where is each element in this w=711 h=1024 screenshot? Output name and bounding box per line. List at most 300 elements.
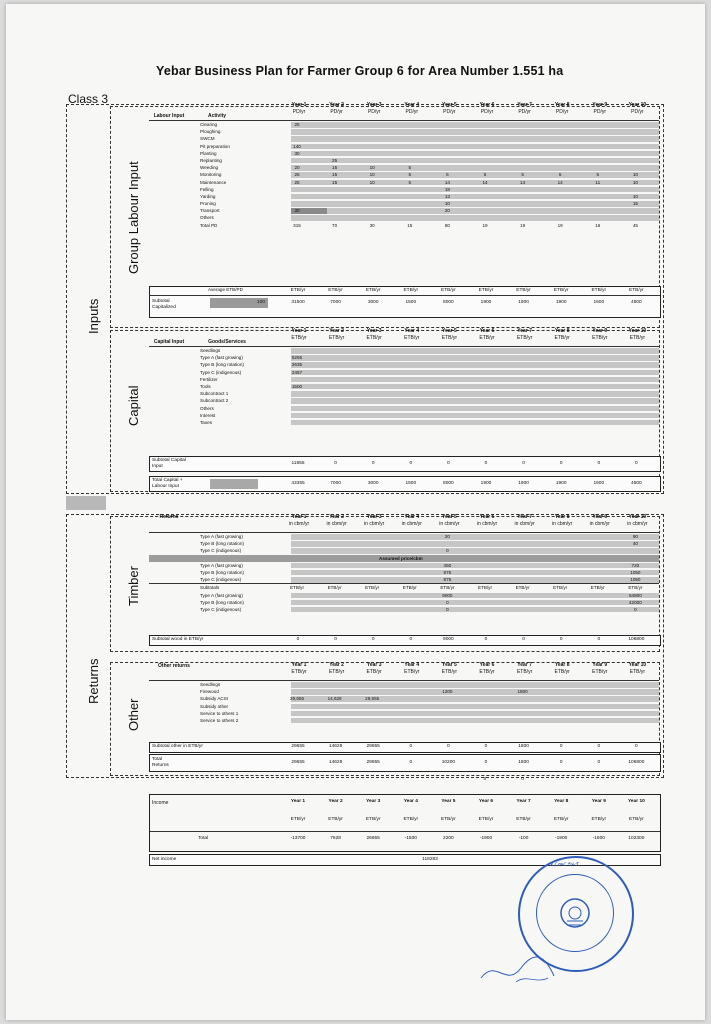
- unit-header: in cbm/yr: [589, 521, 610, 527]
- row-shade: [291, 201, 659, 207]
- other-value: 29,655: [365, 696, 380, 702]
- activity-header: Activity: [207, 113, 227, 119]
- capital-subtotal-value: 11855: [291, 461, 305, 466]
- unit-header: ETB/yr: [629, 335, 646, 341]
- subtotals-row: [149, 583, 659, 591]
- labour-value: 30: [369, 222, 375, 228]
- year-header: Year 5: [442, 662, 457, 668]
- income-total-value: -1900: [555, 836, 568, 841]
- income-year: Year 7: [516, 799, 531, 804]
- timber-year10: 90: [632, 534, 638, 539]
- capital-total-value: 3000: [367, 481, 379, 486]
- other-returns-header: Other returns: [158, 663, 190, 669]
- income-unit: ETB/yr: [403, 817, 419, 822]
- labour-value: 20: [444, 208, 450, 214]
- activity-label: SWCM: [200, 136, 215, 142]
- other-subtotal-value: 1800: [518, 744, 529, 749]
- row-shade: [291, 377, 659, 383]
- below-value: 0: [483, 777, 487, 782]
- year-header: Year 4: [404, 328, 420, 334]
- other-row: [149, 703, 659, 710]
- income-unit: ETB/yr: [290, 817, 306, 822]
- capital-row: [149, 397, 659, 404]
- labour-value: 11: [595, 179, 601, 185]
- timber-row: [149, 547, 659, 554]
- year-header: Year 10: [628, 328, 647, 334]
- row-shade: [291, 541, 659, 547]
- capital-value: 2457: [291, 369, 303, 375]
- other-total-value: 0: [409, 760, 413, 765]
- other-total-value: 29655: [366, 760, 380, 765]
- year-header: Year 2: [329, 662, 344, 668]
- timber-type-label: Type C (indigenous): [200, 606, 242, 612]
- other-row: [149, 695, 659, 702]
- etb-unit: ETB/yr: [553, 585, 568, 591]
- etb-unit: ETB/yr: [327, 585, 342, 591]
- other-side-label: Other: [126, 698, 141, 731]
- other-row: [149, 688, 659, 695]
- year-header: Year 10: [628, 514, 647, 520]
- timber-year10: 1050: [630, 569, 641, 575]
- labour-subtotal-value: 1900: [480, 300, 492, 305]
- capital-table: [149, 326, 659, 426]
- activity-label: Pit preparation: [200, 143, 230, 149]
- capital-row: [149, 376, 659, 383]
- timber-subtotal-value: 0: [597, 637, 601, 642]
- income-total-value: -1900: [479, 836, 493, 841]
- returns-label: Returns: [86, 658, 101, 704]
- unit-header: ETB/yr: [404, 335, 420, 341]
- labour-row: [149, 150, 659, 157]
- row-shade: [291, 577, 659, 583]
- unit-header: in cbm/yr: [514, 521, 535, 527]
- year-header: Year 7: [517, 328, 532, 334]
- unit-header: ETB/yr: [554, 669, 570, 675]
- labour-value: 10: [369, 172, 375, 178]
- capital-total-label: Total Capital + Labour Input: [152, 478, 183, 489]
- returns-header: Returns: [159, 514, 179, 520]
- labour-value: 19: [557, 222, 563, 228]
- year-header: Year 6: [479, 514, 495, 520]
- income-year: Year 6: [478, 799, 494, 804]
- goods-label: Interest: [200, 412, 216, 418]
- row-shade: [291, 600, 659, 606]
- labour-subtotal-value: 7000: [330, 300, 341, 305]
- unit-header: in cbm/yr: [476, 521, 498, 527]
- year-header: Year 1: [291, 514, 307, 520]
- capital-total-value: 1500: [405, 481, 417, 486]
- labour-value: 30: [294, 208, 300, 214]
- labour-value: 15: [332, 179, 338, 185]
- goods-label: Fertilizer: [200, 376, 218, 382]
- year-header: Year 4: [404, 102, 420, 108]
- year-header: Year 6: [479, 662, 495, 668]
- capital-total-value: 1900: [518, 481, 529, 486]
- subtotals-label: Subtotals: [200, 585, 220, 591]
- labour-row: [149, 135, 659, 142]
- labour-row: [149, 214, 659, 221]
- unit-header: PD/yr: [555, 109, 569, 115]
- activity-label: Weeding: [200, 165, 219, 171]
- activity-label: Pruning: [200, 201, 216, 207]
- other-row: [149, 717, 659, 724]
- other-total-box: [149, 754, 661, 772]
- labour-value: 45: [632, 222, 638, 228]
- capital-total-value: 1900: [555, 481, 567, 486]
- timber-header: [149, 512, 659, 532]
- timber-type-label: Type B (long rotation): [200, 541, 244, 547]
- unit-header: ETB/yr: [516, 669, 533, 675]
- signature-icon: [476, 948, 556, 988]
- labour-value: 5: [408, 179, 412, 185]
- timber-year5: 875: [443, 569, 452, 575]
- income-unit: ETB/yr: [553, 817, 569, 822]
- timber-subtotal-value: 106800: [628, 637, 645, 642]
- capital-total-value: 1900: [480, 481, 492, 486]
- labour-value: 25: [294, 122, 300, 127]
- timber-type-label: Type A (fast growing): [200, 562, 243, 568]
- other-header: [149, 660, 659, 680]
- net-income-label: Net income: [152, 857, 177, 862]
- row-shade: [291, 413, 659, 419]
- labour-subtotal-value: 3000: [367, 300, 379, 305]
- capital-side-label: Capital: [126, 385, 141, 426]
- other-row: [149, 710, 659, 717]
- income-total-value: 102300: [628, 836, 645, 841]
- labour-row: [149, 179, 659, 186]
- row-shade: [291, 711, 659, 717]
- income-total-value: -1500: [404, 836, 417, 841]
- timber-year5: 0: [446, 599, 449, 605]
- activity-label: Clearing: [200, 122, 218, 127]
- unit-header: PD/yr: [631, 109, 644, 115]
- other-table: [149, 660, 659, 724]
- labour-row: [149, 171, 659, 178]
- capital-row: [149, 419, 659, 426]
- row-shade: [291, 355, 659, 361]
- row-shade: [291, 194, 659, 200]
- capital-subtotal-value: 0: [371, 461, 375, 466]
- labour-subtotal-value: 1600: [593, 300, 605, 305]
- timber-row: [149, 569, 659, 576]
- unit-header: ETB/yr: [441, 335, 458, 341]
- goods-label: Seedlings: [200, 348, 221, 353]
- timber-row: [149, 599, 659, 606]
- other-label: Service to others 1: [200, 710, 239, 716]
- labour-value: 10: [444, 201, 450, 207]
- labour-value: 14: [482, 179, 488, 185]
- labour-value: 14: [520, 179, 526, 185]
- labour-value: 18: [444, 186, 450, 192]
- capital-subtotal-value: 0: [559, 461, 563, 466]
- separator-block: [66, 496, 106, 510]
- income-year: Year 10: [627, 799, 645, 804]
- timber-year5: 0: [446, 606, 449, 612]
- etb-unit: ETB/yr: [328, 288, 343, 293]
- other-subtotal-value: 0: [597, 744, 601, 749]
- timber-row: [149, 540, 659, 547]
- capital-row: [149, 354, 659, 361]
- unit-header: ETB/yr: [291, 669, 307, 675]
- timber-year5: 450: [443, 562, 452, 568]
- etb-unit: ETB/yr: [365, 585, 380, 591]
- labour-subtotal-box: [149, 286, 661, 318]
- unit-header: ETB/yr: [554, 335, 570, 341]
- labour-value: 5: [408, 172, 412, 178]
- price-row: [149, 555, 659, 562]
- unit-header: ETB/yr: [328, 669, 345, 675]
- capital-subtotal-value: 0: [334, 461, 337, 466]
- income-year: Year 3: [366, 799, 381, 804]
- unit-header: in cbm/yr: [288, 521, 310, 527]
- activity-label: Replanting: [200, 157, 222, 163]
- income-year: Year 9: [591, 799, 606, 804]
- etb-unit: ETB/yr: [590, 585, 605, 591]
- capital-value: 2635: [291, 362, 303, 368]
- capital-row: [149, 405, 659, 412]
- income-label: Income: [152, 800, 169, 806]
- labour-value: 13: [444, 193, 450, 199]
- unit-header: ETB/yr: [479, 335, 495, 341]
- other-label: Subsidy ACSI: [200, 696, 229, 702]
- unit-header: in cbm/yr: [326, 521, 347, 527]
- unit-header: in cbm/yr: [364, 521, 385, 527]
- row-shade: [291, 718, 659, 724]
- income-year: Year 5: [441, 799, 456, 804]
- row-shade: [291, 420, 659, 426]
- goods-label: Subcontract 2: [200, 398, 229, 404]
- etb-unit: ETB/yr: [478, 288, 494, 293]
- year-header: Year 8: [554, 662, 570, 668]
- etb-unit: ETB/yr: [289, 585, 305, 591]
- labour-value: 14: [444, 179, 450, 185]
- year-header: Year 2: [329, 514, 344, 520]
- goods-header: Goods/Services: [208, 339, 246, 345]
- labour-row: [149, 207, 659, 214]
- capital-total-value: 4500: [631, 481, 642, 486]
- timber-type-label: Type B (long rotation): [200, 569, 244, 575]
- capital-row: [149, 383, 659, 390]
- inputs-label: Inputs: [86, 298, 101, 334]
- other-total-label: Total Returns: [152, 757, 169, 768]
- other-total-value: 106800: [628, 760, 645, 765]
- activity-label: Transport: [200, 208, 220, 214]
- unit-header: ETB/yr: [629, 669, 646, 675]
- year-header: Year 8: [554, 102, 570, 108]
- unit-header: in cbm/yr: [627, 521, 648, 527]
- timber-subtotal-value: 0: [296, 637, 300, 642]
- unit-header: PD/yr: [593, 109, 607, 115]
- income-total-label: Total: [198, 836, 209, 841]
- income-year: Year 1: [290, 799, 306, 804]
- income-total-value: -100: [518, 836, 529, 841]
- capital-subtotal-box: [149, 456, 661, 472]
- year-header: Year 3: [366, 662, 382, 668]
- net-income-value: 118283: [422, 857, 438, 862]
- etb-unit: ETB/yr: [403, 288, 419, 293]
- labour-row: [149, 200, 659, 207]
- other-total-value: 29655: [291, 760, 305, 765]
- year-header: Year 2: [329, 328, 344, 334]
- other-value: 14,628: [327, 696, 342, 702]
- row-shade: [291, 144, 659, 150]
- labour-row: [149, 143, 659, 150]
- unit-header: in cbm/yr: [439, 521, 460, 527]
- row-shade: [291, 370, 659, 376]
- unit-header: PD/yr: [480, 109, 494, 115]
- timber-subtotal-value: 0: [484, 637, 488, 642]
- goods-label: Subcontract 1: [200, 391, 229, 397]
- year-header: Year 10: [628, 662, 647, 668]
- etb-unit: ETB/yr: [553, 288, 569, 293]
- timber-subtotal-value: 0: [409, 637, 413, 642]
- timber-year5: 0: [446, 548, 449, 554]
- avg-etb-label: Average ETB/PD: [208, 287, 243, 292]
- labour-value: 15: [407, 222, 413, 228]
- unit-header: ETB/yr: [592, 669, 608, 675]
- timber-year5: 20: [444, 534, 450, 539]
- labour-value: 10: [369, 165, 375, 171]
- labour-value: 5: [596, 172, 600, 178]
- income-unit: ETB/yr: [516, 817, 531, 822]
- labour-value: 10: [632, 193, 638, 199]
- year-header: Year 1: [291, 328, 307, 334]
- other-total-value: 0: [559, 760, 563, 765]
- unit-header: ETB/yr: [441, 669, 458, 675]
- other-total-value: 10200: [441, 760, 456, 765]
- income-year: Year 2: [328, 799, 343, 804]
- page-title: Yebar Business Plan for Farmer Group 6 for Area Number 1.551 ha: [156, 64, 564, 78]
- activity-label: Maintenance: [200, 179, 227, 185]
- unit-header: PD/yr: [330, 109, 343, 115]
- other-label: Firewood: [200, 689, 219, 695]
- year-header: Year 7: [517, 662, 532, 668]
- labour-subtotal-value: 4500: [631, 300, 642, 305]
- income-total-value: 26655: [366, 836, 380, 841]
- stamp-inner-ring: [536, 874, 614, 952]
- capital-total-box: [149, 476, 661, 492]
- other-below-row: [149, 777, 659, 785]
- timber-year10: 42000: [629, 599, 642, 605]
- capital-total-shade: [210, 479, 258, 489]
- other-subtotal-value: 29655: [366, 744, 380, 749]
- year-header: Year 4: [404, 662, 420, 668]
- timber-type-label: Type A (fast growing): [200, 534, 243, 539]
- timber-subtotal-value: 0: [371, 637, 375, 642]
- timber-year10: 720: [631, 562, 640, 568]
- unit-header: PD/yr: [518, 109, 531, 115]
- other-value: 1800: [517, 689, 528, 695]
- year-header: Year 9: [592, 514, 608, 520]
- etb-unit: ETB/yr: [591, 288, 607, 293]
- year-header: Year 5: [442, 328, 457, 334]
- other-subtotal-value: 0: [635, 744, 638, 749]
- timber-subtotal-value: 9000: [443, 637, 454, 642]
- year-header: Year 10: [628, 102, 647, 108]
- labour-value: 5: [558, 172, 562, 178]
- activity-label: Monitoring: [200, 172, 222, 178]
- row-shade: [291, 406, 659, 412]
- timber-type-label: Type C (indigenous): [200, 548, 242, 554]
- unit-header: in cbm/yr: [552, 521, 573, 527]
- timber-side-label: Timber: [126, 566, 141, 606]
- labour-value: 25: [332, 157, 338, 163]
- etb-unit: ETB/yr: [628, 585, 643, 591]
- labour-value: 5: [521, 172, 524, 178]
- row-shade: [291, 348, 659, 354]
- labour-header: [149, 100, 659, 120]
- row-shade: [291, 570, 659, 576]
- labour-value: 19: [520, 222, 526, 228]
- labour-subtotal-value: 1500: [405, 300, 417, 305]
- labour-value: 10: [632, 172, 638, 178]
- capital-subtotal-value: 0: [484, 461, 488, 466]
- price-label: Assumed price/cbm: [379, 555, 423, 561]
- unit-header: ETB/yr: [366, 335, 382, 341]
- income-table: [149, 794, 661, 852]
- year-header: Year 5: [442, 514, 457, 520]
- year-header: Year 4: [404, 514, 420, 520]
- timber-table: [149, 512, 659, 613]
- year-header: Year 7: [517, 514, 532, 520]
- row-shade: [291, 398, 659, 404]
- etb-unit: ETB/yr: [477, 585, 493, 591]
- labour-row: [149, 157, 659, 164]
- row-shade: [291, 122, 659, 128]
- unit-header: ETB/yr: [291, 335, 307, 341]
- year-header: Year 3: [366, 102, 382, 108]
- income-year: Year 4: [403, 799, 418, 804]
- goods-label: Type A (fast growing): [200, 355, 243, 361]
- other-subtotal-value: 0: [447, 744, 450, 749]
- labour-value: 20: [294, 165, 300, 171]
- timber-row: [149, 533, 659, 540]
- row-shade: [291, 534, 659, 540]
- etb-unit: ETB/yr: [402, 585, 417, 591]
- year-header: Year 6: [479, 328, 495, 334]
- capital-subtotal-value: 0: [522, 461, 525, 466]
- activity-label: Planting: [200, 150, 217, 156]
- other-subtotal-value: 14628: [328, 744, 343, 749]
- year-header: Year 1: [291, 662, 307, 668]
- labour-value: 14: [557, 179, 563, 185]
- labour-value: 5: [408, 165, 412, 171]
- labour-subtotal-value: 1900: [518, 300, 529, 305]
- year-header: Year 8: [554, 328, 570, 334]
- unit-header: PD/yr: [367, 109, 381, 115]
- stamp-emblem-icon: [537, 875, 613, 951]
- year-header: Year 1: [291, 102, 307, 108]
- income-unit: ETB/yr: [365, 817, 381, 822]
- capital-subtotal-value: 0: [447, 461, 450, 466]
- row-shade: [291, 391, 659, 397]
- activity-label: Ploughing: [200, 129, 221, 135]
- labour-row: [149, 164, 659, 171]
- labour-input-label: Labour Input: [153, 113, 185, 119]
- below-value: 0: [521, 777, 524, 782]
- other-subtotal-value: 29655: [291, 744, 305, 749]
- labour-subtotal-value: 8000: [443, 300, 454, 305]
- income-unit: ETB/yr: [478, 817, 494, 822]
- income-unit: ETB/yr: [629, 817, 644, 822]
- labour-subtotal-value: 31500: [291, 300, 305, 305]
- etb-unit: ETB/yr: [441, 288, 456, 293]
- row-shade: [291, 187, 659, 193]
- timber-year10: 1050: [630, 577, 641, 583]
- activity-label: Felling: [200, 186, 214, 192]
- timber-type-label: Type A (fast growing): [200, 592, 243, 598]
- other-subtotal-box: [149, 742, 661, 753]
